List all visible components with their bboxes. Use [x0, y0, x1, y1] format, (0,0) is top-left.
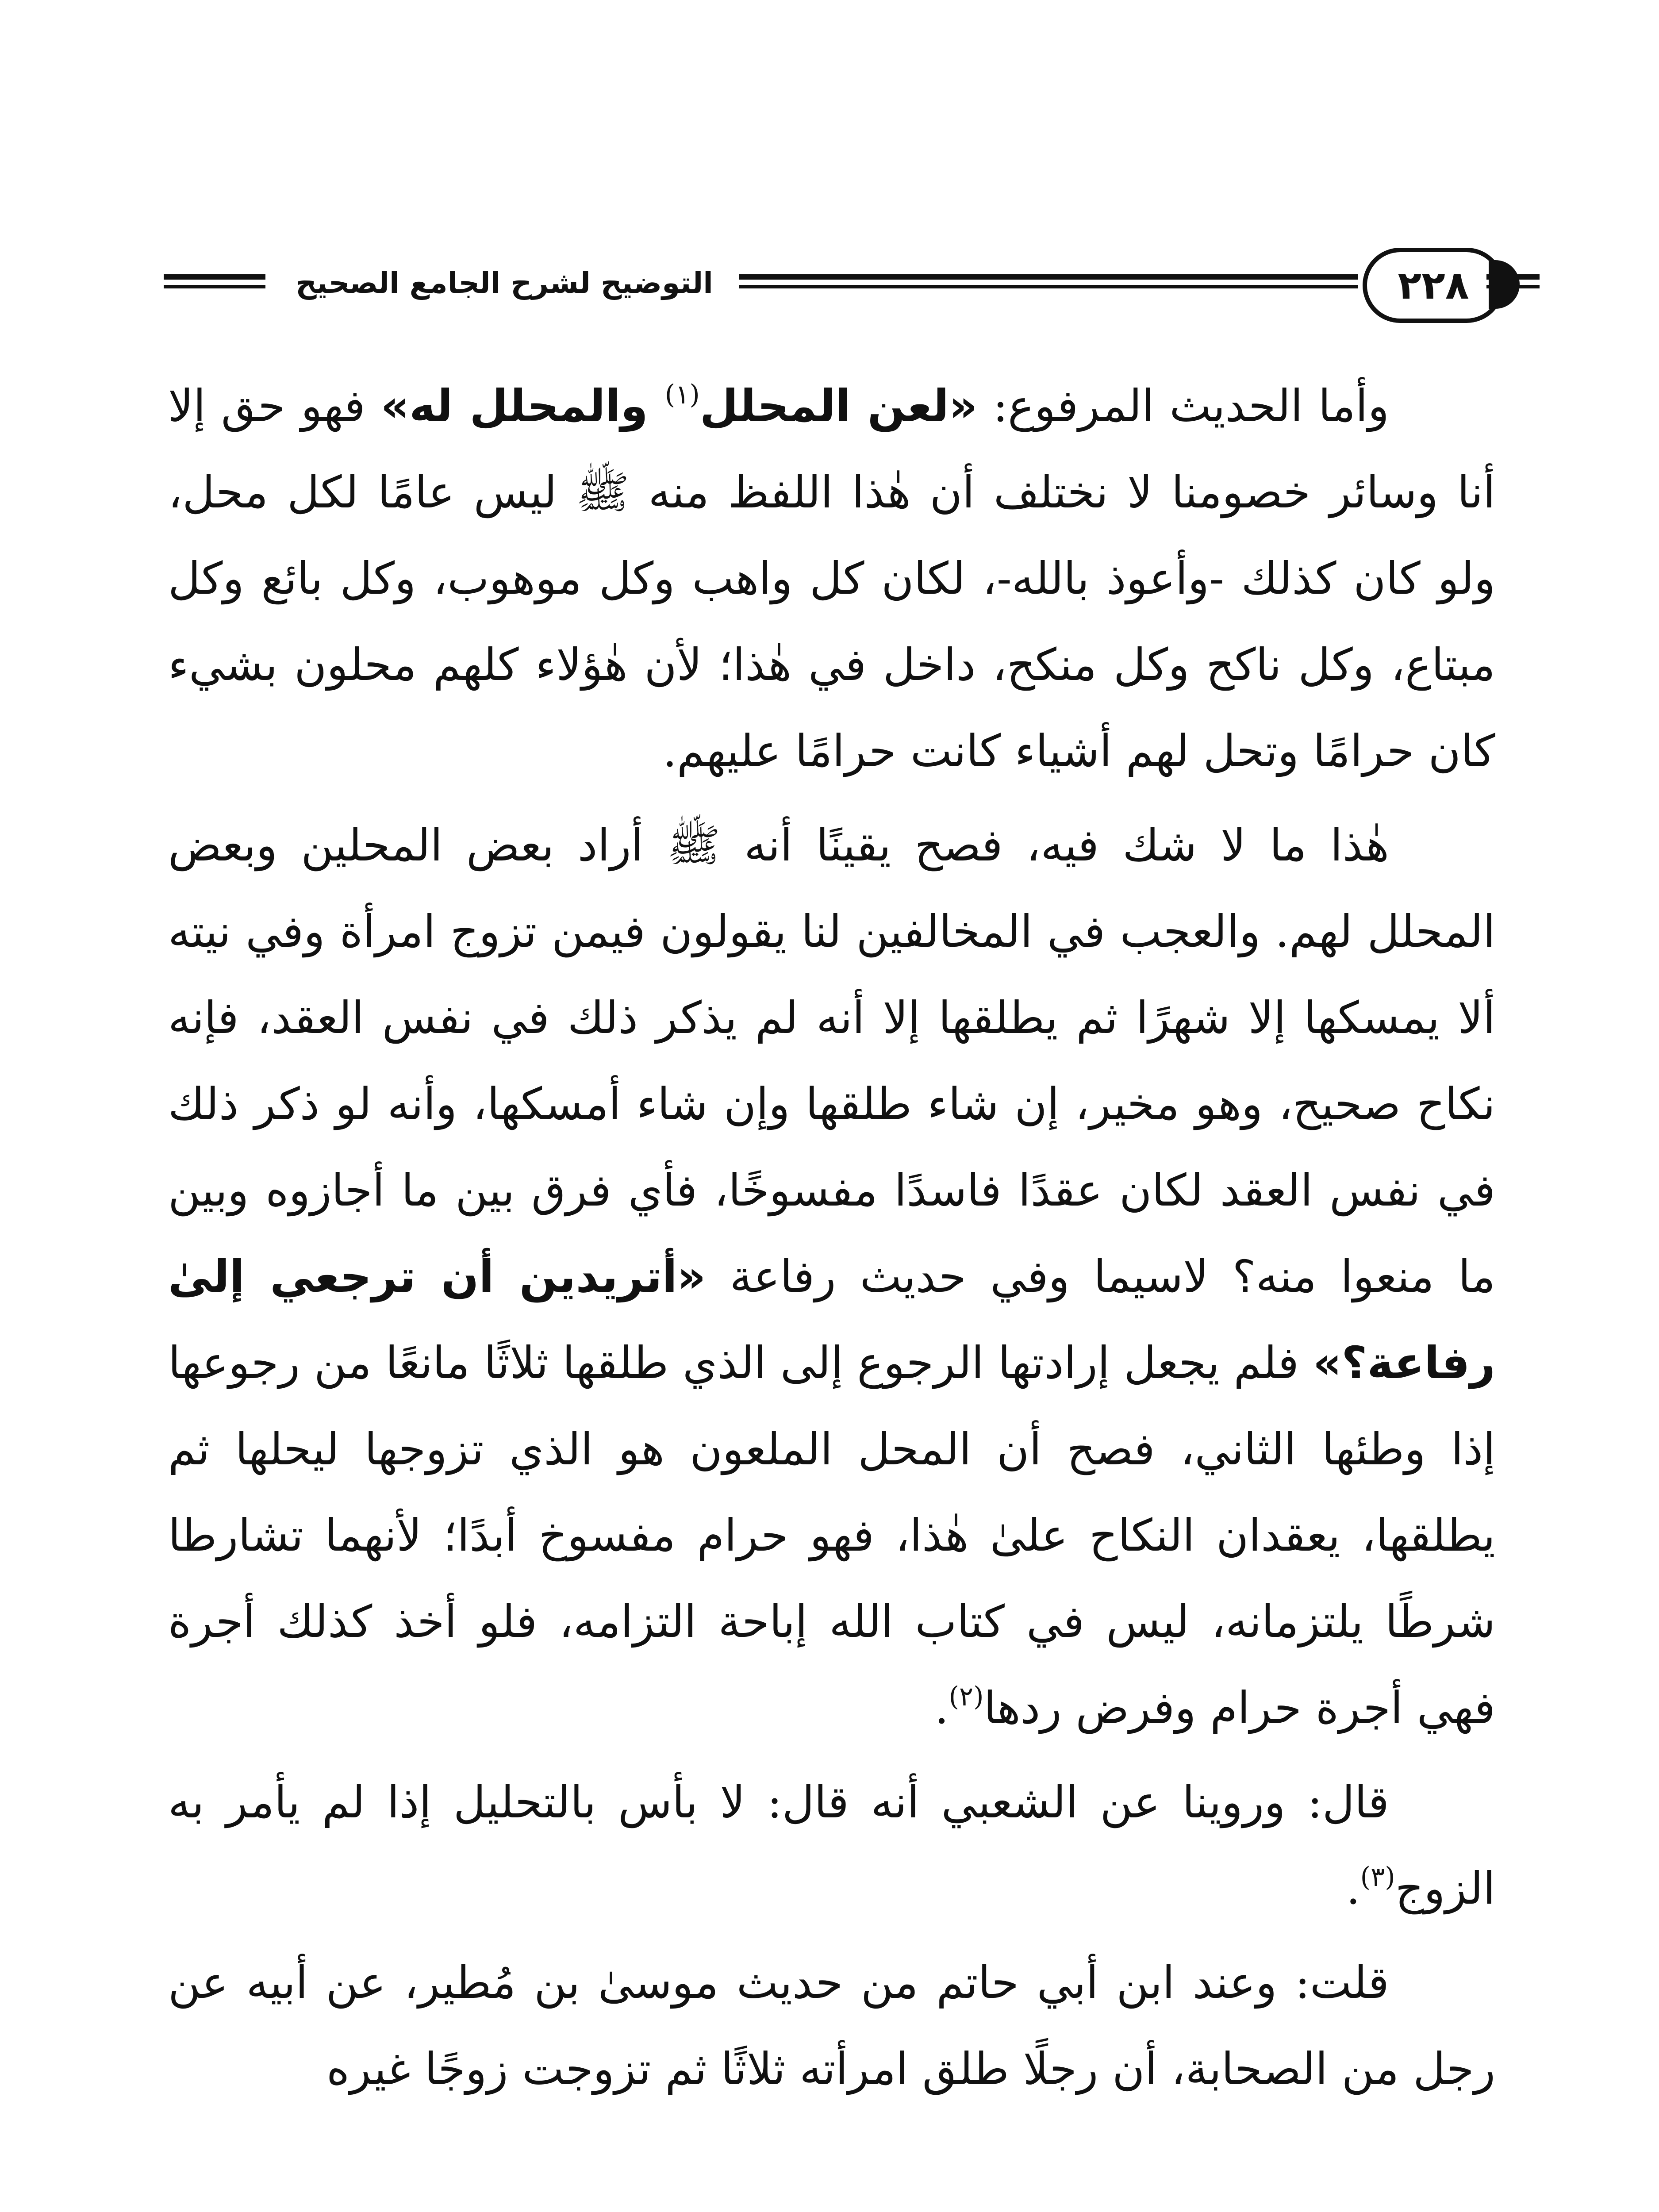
hadith-quote: والمحلل له»: [380, 380, 665, 432]
hadith-quote: «أتريدين أن ترجعي إلىٰ رفاعة؟»: [168, 1251, 1495, 1389]
running-title: التوضيح لشرح الجامع الصحيح: [296, 266, 713, 300]
page-header: [164, 239, 1500, 341]
main-text: [168, 363, 1495, 2120]
header-rule-far: [1486, 274, 1540, 292]
header-rule-right: [739, 274, 1358, 292]
footnote-marker-2: (٢): [949, 1681, 984, 1712]
text-run: فلم يجعل إرادتها الرجوع إلى الذي طلقها ثلاثًا مانعًا من رجوعها إذا وطئها الثاني، فصح أن المحل الملعون هو الذي تزوجها ليحلها ثم يطلقها، يعقدان النكاح علىٰ هٰذا، فهو حرام مفسوخ أبدًا؛ لأنهما تشارطا شرطًا يلتزمانه، ليس في كتاب الله إباحة التزامه، فلو أخذ كذلك أجرة فهي أجرة حرام وفرض ردها: [168, 1337, 1495, 1734]
paragraph-2: [168, 802, 1495, 1751]
text-run: قال: وروينا عن الشعبي أنه قال: لا بأس بالتحليل إذا لم يأمر به الزوج: [168, 1776, 1495, 1914]
footnote-marker-3: (٣): [1360, 1862, 1395, 1893]
hadith-quote: «لعن المحلل: [699, 380, 978, 432]
header-rule-left: [164, 274, 265, 292]
paragraph-1: [168, 363, 1495, 794]
text-run: قلت: وعند ابن أبي حاتم من حديث موسىٰ بن مُطير، عن أبيه عن رجل من الصحابة، أن رجلًا طلق امرأته ثلاثًا ثم تزوجت زوجًا غيره: [168, 1957, 1495, 2095]
paragraph-4: [168, 1939, 1495, 2112]
paragraph-3: [168, 1759, 1495, 1932]
text-run: فهو حق إلا أنا وسائر خصومنا لا نختلف أن هٰذا اللفظ منه ﷺ ليس عامًا لكل محل، ولو كان كذلك -وأعوذ بالله-، لكان كل واهب وكل موهوب، وكل بائع وكل مبتاع، وكل ناكح وكل منكح، داخل في هٰذا؛ لأن هٰؤلاء كلهم محلون بشيء كان حرامًا وتحل لهم أشياء كانت حرامًا عليهم.: [168, 380, 1495, 777]
page-number: ٢٢٨: [1363, 248, 1504, 323]
text-run: هٰذا ما لا شك فيه، فصح يقينًا أنه ﷺ أراد بعض المحلين وبعض المحلل لهم. والعجب في المخالفين لنا يقولون فيمن تزوج امرأة وفي نيته ألا يمسكها إلا شهرًا ثم يطلقها إلا أنه لم يذكر ذلك في نفس العقد، فإنه نكاح صحيح، وهو مخير، إن شاء طلقها وإن شاء أمسكها، وأنه لو ذكر ذلك في نفس العقد لكان عقدًا فاسدًا مفسوخًا، فأي فرق بين ما أجازوه وبين ما منعوا منه؟ لاسيما وفي حديث رفاعة: [168, 819, 1496, 1302]
text-run: .: [934, 1682, 949, 1734]
text-run: .: [1346, 1863, 1360, 1914]
footnote-marker-1: (١): [664, 379, 700, 410]
text-run: وأما الحديث المرفوع:: [977, 380, 1389, 432]
